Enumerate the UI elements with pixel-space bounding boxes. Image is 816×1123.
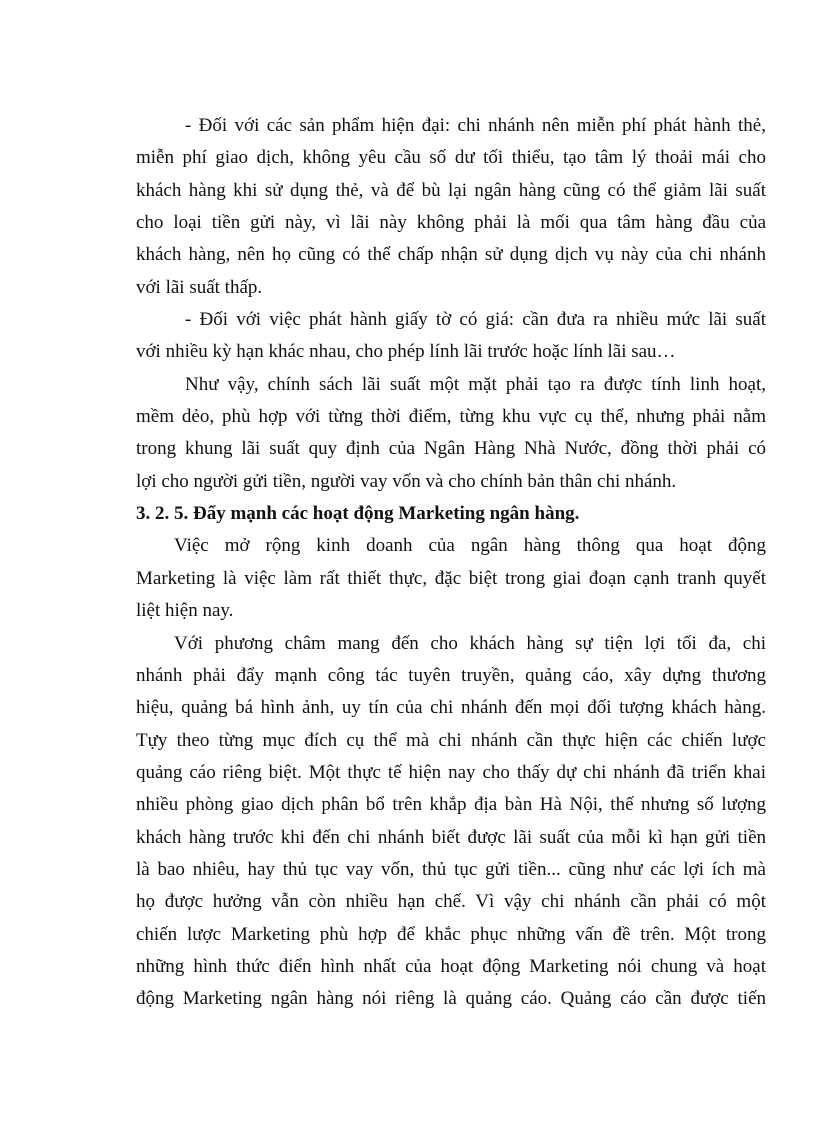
text-line: Với phương châm mang đến cho khách hàng sự tiện lợi tối đa, chi	[174, 632, 766, 654]
paragraph	[136, 110, 766, 304]
text-line: nhánh phải đẩy mạnh công tác tuyên truyền, quảng cáo, xây dựng thương	[136, 664, 766, 686]
text-line: nhiều phòng giao dịch phân bổ trên khắp địa bàn Hà Nội, thế nhưng số lượng	[136, 794, 766, 816]
text-line: chiến lược Marketing phù hợp để khắc phục những vấn đề trên. Một trong	[136, 923, 766, 945]
text-line: những hình thức điển hình nhất của hoạt động Marketing nói chung và hoạt	[136, 955, 766, 977]
text-line: lợi cho người gửi tiền, người vay vốn và cho chính bản thân chi nhánh.	[136, 470, 677, 492]
text-line: - Đối với các sản phẩm hiện đại: chi nhánh nên miễn phí phát hành thẻ,	[185, 115, 766, 136]
text-line: họ được hưởng vẫn còn nhiều hạn chế. Vì vậy chi nhánh cần phải có một	[136, 891, 766, 913]
text-line: 3. 2. 5. Đẩy mạnh các hoạt động Marketing ngân hàng.	[136, 503, 580, 525]
text-line: Tựy theo từng mục đích cụ thể mà chi nhánh cần thực hiện các chiến lược	[136, 729, 766, 751]
text-line: Việc mở rộng kinh doanh của ngân hàng thông qua hoạt động	[174, 535, 766, 557]
document-page	[136, 110, 766, 1016]
text-line: động Marketing ngân hàng nói riêng là quảng cáo. Quảng cáo cần được tiến	[136, 988, 766, 1010]
text-line: là bao nhiêu, hay thủ tục vay vốn, thủ tục gửi tiền... cũng như các lợi ích mà	[136, 858, 766, 880]
section-heading	[136, 498, 766, 530]
paragraph	[136, 304, 766, 369]
paragraph	[136, 369, 766, 498]
text-line: trong khung lãi suất quy định của Ngân Hàng Nhà Nước, đồng thời phải có	[136, 438, 766, 460]
text-line: cho loại tiền gửi này, vì lãi này không phải là mối qua tâm hàng đầu của	[136, 212, 766, 234]
text-line: với lãi suất thấp.	[136, 276, 263, 298]
text-line: hiệu, quảng bá hình ảnh, uy tín của chi nhánh đến mọi đối tượng khách hàng.	[136, 697, 766, 719]
text-line: khách hàng khi sử dụng thẻ, và để bù lại ngân hàng cũng có thể giảm lãi suất	[136, 179, 766, 201]
text-line: miễn phí giao dịch, không yêu cầu số dư tối thiểu, tạo tâm lý thoải mái cho	[136, 147, 766, 169]
text-line: Marketing là việc làm rất thiết thực, đặc biệt trong giai đoạn cạnh tranh quyết	[136, 567, 766, 589]
paragraph	[136, 530, 766, 627]
text-line: - Đối với việc phát hành giấy tờ có giá: cần đưa ra nhiều mức lãi suất	[185, 309, 766, 331]
text-line: quảng cáo riêng biệt. Một thực tế hiện nay cho thấy dự chi nhánh đã triển khai	[136, 761, 766, 783]
text-line: với nhiều kỳ hạn khác nhau, cho phép lính lãi trước hoặc lính lãi sau…	[136, 341, 676, 363]
paragraph	[136, 628, 766, 1016]
text-line: mềm dẻo, phù hợp với từng thời điểm, từng khu vực cụ thể, nhưng phải nằm	[136, 406, 766, 428]
text-line: khách hàng trước khi đến chi nhánh biết được lãi suất của mỗi kì hạn gửi tiền	[136, 826, 766, 848]
text-line: liệt hiện nay.	[136, 600, 234, 622]
text-line: khách hàng, nên họ cũng có thể chấp nhận sử dụng dịch vụ này của chi nhánh	[136, 244, 766, 266]
text-line: Như vậy, chính sách lãi suất một mặt phải tạo ra được tính linh hoạt,	[185, 373, 766, 395]
